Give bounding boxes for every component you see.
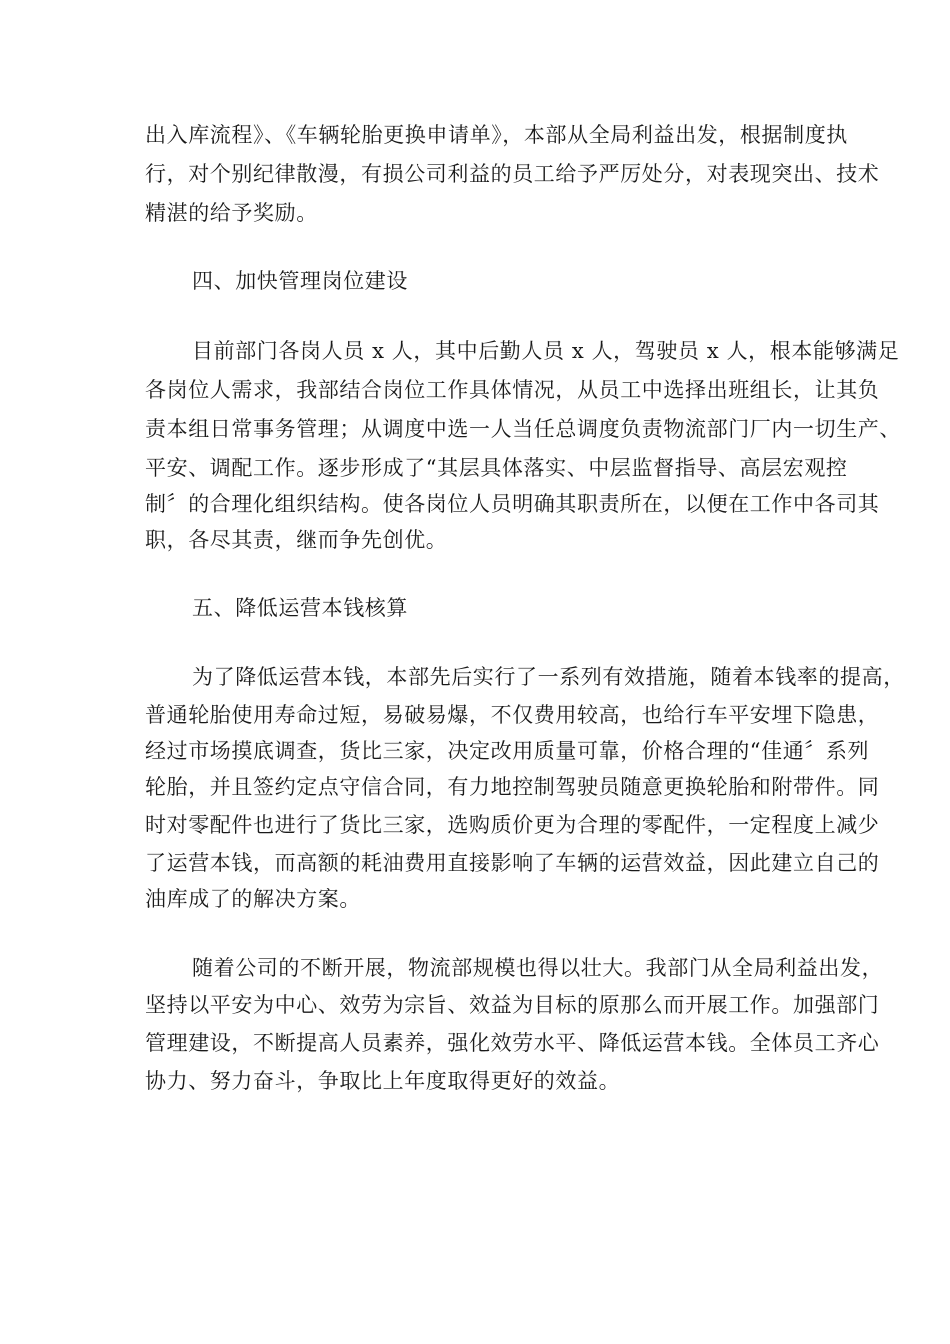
paragraph-2-line-4: 平安、调配工作。逐步形成了“其层具体落实、中层监督指导、高层宏观控: [145, 456, 848, 480]
paragraph-4-line-1: 随着公司的不断开展，物流部规模也得以壮大。我部门从全局利益出发，: [192, 956, 884, 980]
section-heading-4: 四、加快管理岗位建设: [192, 269, 408, 293]
paragraph-1-line-2: 行，对个别纪律散漫，有损公司利益的员工给予严厉处分，对表现突出、技术: [145, 162, 880, 186]
paragraph-2-line-1: 目前部门各岗人员 x 人，其中后勤人员 x 人，驾驶员 x 人，根本能够满足: [192, 339, 900, 363]
paragraph-3-line-5: 时对零配件也进行了货比三家，选购质价更为合理的零配件，一定程度上减少: [145, 813, 880, 837]
paragraph-3-line-1: 为了降低运营本钱，本部先后实行了一系列有效措施，随着本钱率的提高，: [192, 665, 905, 689]
paragraph-3-line-2: 普通轮胎使用寿命过短，易破易爆，不仅费用较高，也给行车平安埋下隐患，: [145, 703, 880, 727]
paragraph-4-line-2: 坚持以平安为中心、效劳为宗旨、效益为目标的原那么而开展工作。加强部门: [145, 993, 880, 1017]
paragraph-2-line-2: 各岗位人需求，我部结合岗位工作具体情况，从员工中选择出班组长，让其负: [145, 378, 880, 402]
paragraph-3-line-7: 油库成了的解决方案。: [145, 887, 361, 911]
section-heading-5: 五、降低运营本钱核算: [192, 596, 408, 620]
paragraph-2-line-3: 责本组日常事务管理；从调度中选一人当任总调度负责物流部门厂内一切生产、: [145, 417, 901, 441]
paragraph-3-line-6: 了运营本钱，而高额的耗油费用直接影响了车辆的运营效益，因此建立自己的: [145, 851, 880, 875]
paragraph-4-line-3: 管理建设，不断提高人员素养，强化效劳水平、降低运营本钱。全体员工齐心: [145, 1031, 880, 1055]
paragraph-3-line-4: 轮胎，并且签约定点守信合同，有力地控制驾驶员随意更换轮胎和附带件。同: [145, 775, 880, 799]
paragraph-3-line-3: 经过市场摸底调查，货比三家，决定改用质量可靠，价格合理的“佳通〞系列: [145, 739, 870, 763]
paragraph-1-line-1: 出入库流程》、《车辆轮胎更换申请单》，本部从全局利益出发，根据制度执: [145, 123, 848, 147]
paragraph-2-line-5: 制〞的合理化组织结构。使各岗位人员明确其职责所在，以便在工作中各司其: [145, 492, 880, 516]
paragraph-4-line-4: 协力、努力奋斗，争取比上年度取得更好的效益。: [145, 1069, 621, 1093]
paragraph-1-line-3: 精湛的给予奖励。: [145, 201, 318, 225]
paragraph-2-line-6: 职，各尽其责，继而争先创优。: [145, 528, 448, 552]
